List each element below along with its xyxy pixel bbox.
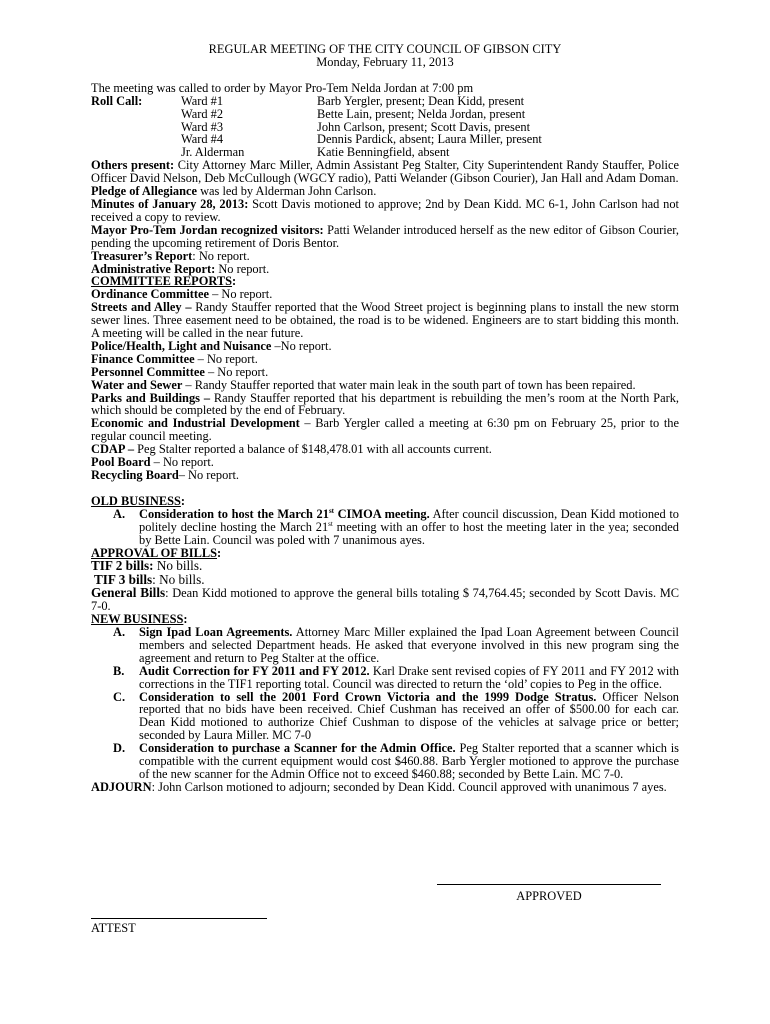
roll-call-row [91, 95, 679, 108]
ward-name: Ward #3 [181, 119, 224, 134]
meeting-date: Monday, February 11, 2013 [316, 54, 454, 69]
document-title: REGULAR MEETING OF THE CITY COUNCIL OF GIBSON CITY [208, 42, 562, 56]
committee-report: Finance Committee – No report. [91, 351, 258, 366]
old-business-heading: OLD BUSINESS: [91, 493, 186, 508]
item-marker: C. [113, 689, 126, 704]
item-body: Consideration to sell the 2001 Ford Crown Victoria and the 1999 Dodge Stratus. Officer Nelson reported that no bids have been received. Chief Cushman has received an offer of $500.00 for each car. Dean Kidd motioned to authorize Chief Cushman to dispose of the vehicles at salvage price or better; seconded by Laura Miller. MC 7-0 [139, 689, 680, 743]
committee-reports-heading: COMMITTEE REPORTS: [91, 274, 237, 289]
committee-report: Pool Board – No report. [91, 455, 214, 470]
item-body: Consideration to host the March 21st CIMOA meeting. After council discussion, Dean Kidd motioned to politely decline hosting the March 21st meeting with an offer to host the meeting later in the yea; seconded by Bette Lain. Council was poled with 7 unanimous ayes. [139, 506, 679, 547]
roll-call-label: Roll Call: [91, 93, 143, 108]
approved-signature-block [437, 884, 661, 903]
ward-members: Katie Benningfield, absent [317, 145, 450, 160]
committee-report: Economic and Industrial Development – Barb Yergler called a meeting at 6:30 pm on February 25, prior to the regular council meeting. [91, 416, 679, 444]
ward-name: Ward #4 [181, 132, 224, 147]
pledge: Pledge of Allegiance was led by Alderman John Carlson. [91, 184, 377, 199]
new-business-item [91, 742, 679, 781]
approved-label: APPROVED [516, 889, 582, 903]
item-marker: A. [113, 624, 126, 639]
signature-line [437, 884, 661, 885]
ward-members: Barb Yergler, present; Dean Kidd, present [317, 93, 525, 108]
call-to-order: The meeting was called to order by Mayor Pro-Tem Nelda Jordan at 7:00 pm [91, 80, 474, 95]
approval-of-bills-heading: APPROVAL OF BILLS: [91, 545, 222, 560]
committee-report: Police/Health, Light and Nuisance –No report. [91, 338, 332, 353]
ward-name: Ward #1 [181, 93, 224, 108]
item-marker: B. [113, 663, 125, 678]
item-body: Consideration to purchase a Scanner for the Admin Office. Peg Stalter reported that a scanner which is compatible with the current equipment would cost $460.88. Barb Yergler motioned to approve the purchase of the new scanner for the Admin Office not to exceed $460.88; seconded by Bette Lain. MC 7-0. [139, 741, 679, 781]
minutes-approval: Minutes of January 28, 2013: Scott Davis motioned to approve; 2nd by Dean Kidd. MC 6-1, John Carlson had not received a copy to review. [91, 196, 679, 224]
committee-report: Ordinance Committee – No report. [91, 287, 273, 302]
committee-report: CDAP – Peg Stalter reported a balance of $148,478.01 with all accounts current. [91, 442, 492, 457]
ward-members: Bette Lain, present; Nelda Jordan, present [317, 106, 526, 121]
committee-report: Parks and Buildings – Randy Stauffer reported that his department is rebuilding the men’s room at the North Park, which should be completed by the end of February. [91, 390, 679, 418]
committee-report: Streets and Alley – Randy Stauffer reported that the Wood Street project is beginning plans to install the new storm sewer lines. Three easement need to be obtained, the road is to be widened. Engineers are to start bidding this month. A meeting will be called in the near future. [91, 300, 679, 341]
new-business-item [91, 665, 679, 691]
item-body: Audit Correction for FY 2011 and FY 2012. Karl Drake sent revised copies of FY 2011 and FY 2012 with corrections in the TIF1 reporting total. Council was directed to return the ‘old’ copies to Peg in the office. [139, 663, 679, 691]
ward-name: Jr. Alderman [181, 145, 245, 160]
new-business-heading: NEW BUSINESS: [91, 612, 188, 627]
item-marker: D. [113, 741, 126, 756]
general-bills: General Bills: Dean Kidd motioned to approve the general bills totaling $ 74,764.45; seconded by Scott Davis. MC 7-0. [91, 585, 679, 614]
committee-report: Personnel Committee – No report. [91, 364, 269, 379]
ward-name: Ward #2 [181, 106, 224, 121]
roll-call-row [91, 108, 679, 121]
committee-report: Water and Sewer – Randy Stauffer reported that water main leak in the south part of town has been repaired. [91, 377, 636, 392]
treasurer-report: Treasurer’s Report: No report. [91, 248, 250, 263]
ward-members: Dennis Pardick, absent; Laura Miller, present [317, 132, 542, 147]
attest-signature-block [91, 918, 267, 935]
ward-members: John Carlson, present; Scott Davis, present [317, 119, 531, 134]
administrative-report: Administrative Report: No report. [91, 261, 270, 276]
old-business-item [91, 508, 679, 547]
new-business-item [91, 626, 679, 665]
attest-label: ATTEST [91, 921, 136, 935]
signature-line [91, 918, 267, 919]
adjourn: ADJOURN: John Carlson motioned to adjourn; seconded by Dean Kidd. Council approved with unanimous 7 ayes. [91, 779, 667, 794]
roll-call-table [91, 95, 679, 160]
tif2-bills: TIF 2 bills: No bills. [91, 558, 203, 574]
minutes-document [91, 43, 679, 794]
visitors: Mayor Pro-Tem Jordan recognized visitors: Patti Welander introduced herself as the new editor of Gibson Courier, pending the upcoming retirement of Doris Bentor. [91, 222, 679, 250]
tif3-bills: TIF 3 bills: No bills. [94, 571, 205, 587]
item-body: Sign Ipad Loan Agreements. Attorney Marc Miller explained the Ipad Loan Agreement between Council members and selected Department heads. He asked that everyone involved in this new program sing the agreement and return to Peg Stalter at the office. [139, 624, 679, 665]
others-present: Others present: City Attorney Marc Miller, Admin Assistant Peg Stalter, City Superintendent Randy Stauffer, Police Officer David Nelson, Deb McCullough (WGCY radio), Patti Welander (Gibson Courier), Jan Hall and Adam Doman. [91, 158, 679, 186]
new-business-item [91, 691, 679, 743]
committee-report: Recycling Board– No report. [91, 468, 239, 482]
item-marker: A. [113, 506, 126, 521]
